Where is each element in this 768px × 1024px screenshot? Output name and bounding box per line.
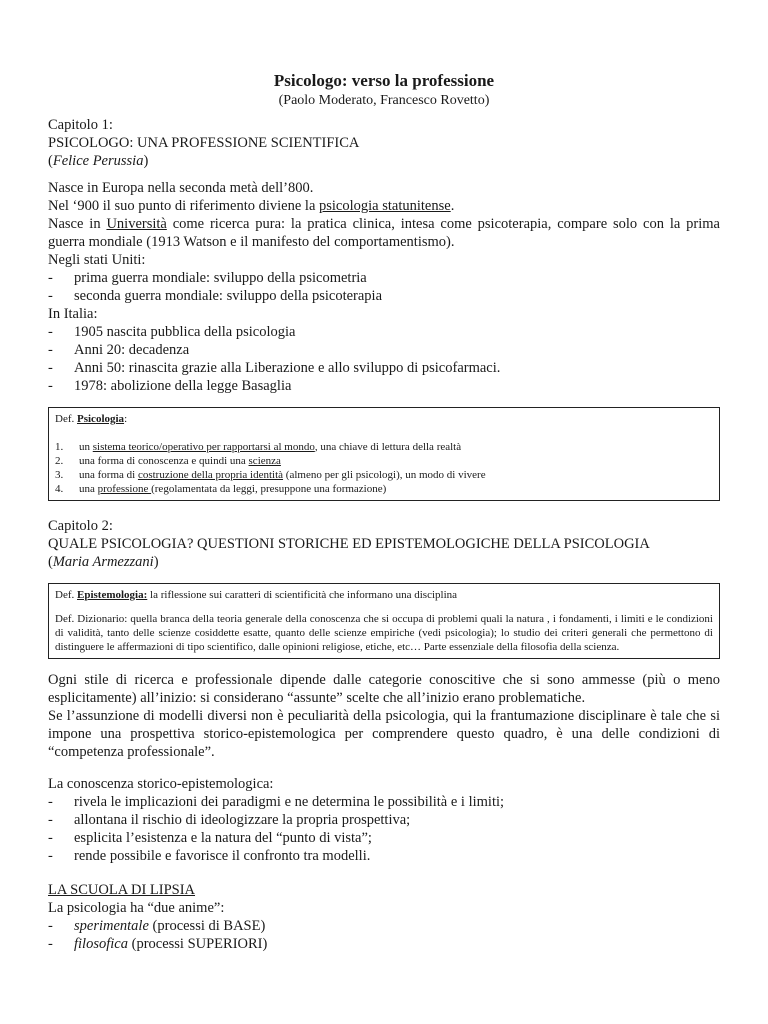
definition-box-epistemologia xyxy=(48,583,720,659)
list-item: - Anni 20: decadenza xyxy=(48,342,190,358)
definition-title: Def. Epistemologia: la riflessione sui caratteri di scientificità che informano una disciplina xyxy=(55,589,458,601)
chapter1-author: (Felice Perussia) xyxy=(48,153,149,169)
list-item: - prima guerra mondiale: sviluppo della psicometria xyxy=(48,270,367,286)
list-item: - esplicita l’esistenza e la natura del “punto di vista”; xyxy=(48,830,372,846)
usa-label: Negli stati Uniti: xyxy=(48,252,146,268)
chapter2-label: Capitolo 2: xyxy=(48,518,113,534)
list-item: - allontana il rischio di ideologizzare la propria prospettiva; xyxy=(48,812,411,828)
chapter1-line1: Nasce in Europa nella seconda metà dell’800. xyxy=(48,180,314,196)
definition-item: 1. un sistema teorico/operativo per rapportarsi al mondo, una chiave di lettura della realtà xyxy=(55,441,462,453)
lipsia-heading: LA SCUOLA DI LIPSIA xyxy=(48,882,196,898)
chapter2-author: (Maria Armezzani) xyxy=(48,554,159,570)
dictionary-definition: Def. Dizionario: quella branca della teoria generale della conoscenza che si occupa di problemi quali la natura , i fondamenti, i limiti e le condizioni di validità, tanto delle scienze cosiddette esatte, quanto delle scienze empiriche (vedi psicologia); lo studio dei criteri generali che permettono di distinguere le affermazioni di tipo scientifico, dalle opinioni religiose, etiche, etc… Parte essenziale della filosofia della scienza. xyxy=(55,613,713,653)
chapter2-heading: QUALE PSICOLOGIA? QUESTIONI STORICHE ED EPISTEMOLOGICHE DELLA PSICOLOGIA xyxy=(48,536,650,552)
chapter1-line2: Nel ‘900 il suo punto di riferimento diviene la psicologia statunitense. xyxy=(48,198,455,214)
knowledge-label: La conoscenza storico-epistemologica: xyxy=(48,776,274,792)
document-title: Psicologo: verso la professione xyxy=(273,71,495,90)
list-item: - sperimentale (processi di BASE) xyxy=(48,918,266,934)
list-item: - 1905 nascita pubblica della psicologia xyxy=(48,324,296,340)
definition-item: 2. una forma di conoscenza e quindi una scienza xyxy=(55,455,281,467)
list-item: - filosofica (processi SUPERIORI) xyxy=(48,936,268,952)
definition-box-psicologia xyxy=(48,407,720,501)
chapter1-label: Capitolo 1: xyxy=(48,117,113,133)
definition-item: 4. una professione (regolamentata da leggi, presuppone una formazione) xyxy=(55,483,387,495)
italy-label: In Italia: xyxy=(48,306,98,322)
definition-title: Def. Psicologia: xyxy=(55,413,128,425)
paragraph: Ogni stile di ricerca e professionale dipende dalle categorie conoscitive che si sono ammesse (più o meno esplicitamente) all’inizio: si considerano “assunte” scelte che all’inizio erano problematiche. xyxy=(48,672,720,706)
list-item: - seconda guerra mondiale: sviluppo della psicoterapia xyxy=(48,288,383,304)
lipsia-intro: La psicologia ha “due anime”: xyxy=(48,900,225,916)
list-item: - rivela le implicazioni dei paradigmi e ne determina le possibilità e i limiti; xyxy=(48,794,505,810)
list-item: - 1978: abolizione della legge Basaglia xyxy=(48,378,292,394)
list-item: - Anni 50: rinascita grazie alla Liberazione e allo sviluppo di psicofarmaci. xyxy=(48,360,501,376)
chapter1-line3: Nasce in Università come ricerca pura: la pratica clinica, intesa come psicoterapia, compare solo con la prima guerra mondiale (1913 Watson e il manifesto del comportamentismo). xyxy=(48,216,720,250)
chapter1-heading: PSICOLOGO: UNA PROFESSIONE SCIENTIFICA xyxy=(48,135,360,151)
definition-item: 3. una forma di costruzione della propria identità (almeno per gli psicologi), un modo di vivere xyxy=(55,469,486,481)
list-item: - rende possibile e favorisce il confronto tra modelli. xyxy=(48,848,371,864)
paragraph: Se l’assunzione di modelli diversi non è peculiarità della psicologia, qui la frantumazione disciplinare è tale che si impone una prospettiva storico-epistemologica per comprendere questo quadro, è una delle condizioni di “competenza professionale”. xyxy=(48,708,720,760)
document-page xyxy=(48,70,720,953)
document-authors: (Paolo Moderato, Francesco Rovetto) xyxy=(278,93,490,108)
